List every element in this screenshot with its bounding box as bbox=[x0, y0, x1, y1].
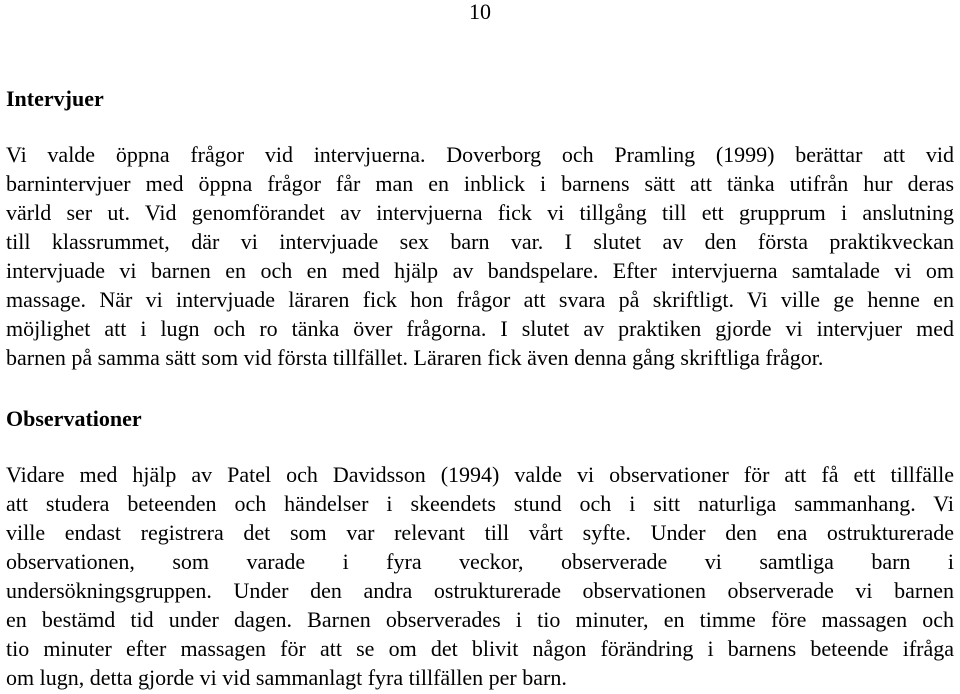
text-line: ville endast registrera det som var relevant till vårt syfte. Under den ena ostrukturerade bbox=[6, 520, 954, 545]
text-line: en bestämd tid under dagen. Barnen observerades i tio minuter, en timme före massagen och bbox=[6, 607, 954, 632]
section-heading-observations: Observationer bbox=[6, 406, 142, 431]
text-line: möjlighet att i lugn och ro tänka över frågorna. I slutet av praktiken gjorde vi intervjuer med bbox=[6, 316, 954, 341]
text-line: barnen på samma sätt som vid första tillfället. Läraren fick även denna gång skriftliga frågor. bbox=[6, 345, 824, 370]
page-number: 10 bbox=[469, 0, 491, 24]
text-line: att studera beteenden och händelser i skeendets stund och i sitt naturliga sammanhang. Vi bbox=[6, 491, 954, 516]
text-line: massage. När vi intervjuade läraren fick hon frågor att svara på skriftligt. Vi ville ge henne en bbox=[6, 287, 954, 312]
text-line: värld ser ut. Vid genomförandet av intervjuerna fick vi tillgång till ett grupprum i anslutning bbox=[6, 200, 954, 225]
text-line: intervjuade vi barnen en och en med hjälp av bandspelare. Efter intervjuerna samtalade vi om bbox=[6, 258, 954, 283]
text-line: Vi valde öppna frågor vid intervjuerna. Doverborg och Pramling (1999) berättar att vid bbox=[6, 142, 954, 167]
text-line: undersökningsgruppen. Under den andra ostrukturerade observationen observerade vi barnen bbox=[6, 578, 954, 603]
text-line: barnintervjuer med öppna frågor får man en inblick i barnens sätt att tänka utifrån hur deras bbox=[6, 171, 954, 196]
text-line: observationen, som varade i fyra veckor, observerade vi samtliga barn i bbox=[6, 549, 954, 574]
text-line: till klassrummet, där vi intervjuade sex barn var. I slutet av den första praktikveckan bbox=[6, 229, 954, 254]
paragraph-observations bbox=[6, 460, 954, 692]
text-line: om lugn, detta gjorde vi vid sammanlagt fyra tillfällen per barn. bbox=[6, 665, 567, 690]
section-heading-interviews: Intervjuer bbox=[6, 86, 104, 111]
text-line: tio minuter efter massagen för att se om det blivit någon förändring i barnens beteende ifråga bbox=[6, 636, 954, 661]
paragraph-interviews bbox=[6, 140, 954, 372]
text-line: Vidare med hjälp av Patel och Davidsson (1994) valde vi observationer för att få ett tillfälle bbox=[6, 462, 954, 487]
